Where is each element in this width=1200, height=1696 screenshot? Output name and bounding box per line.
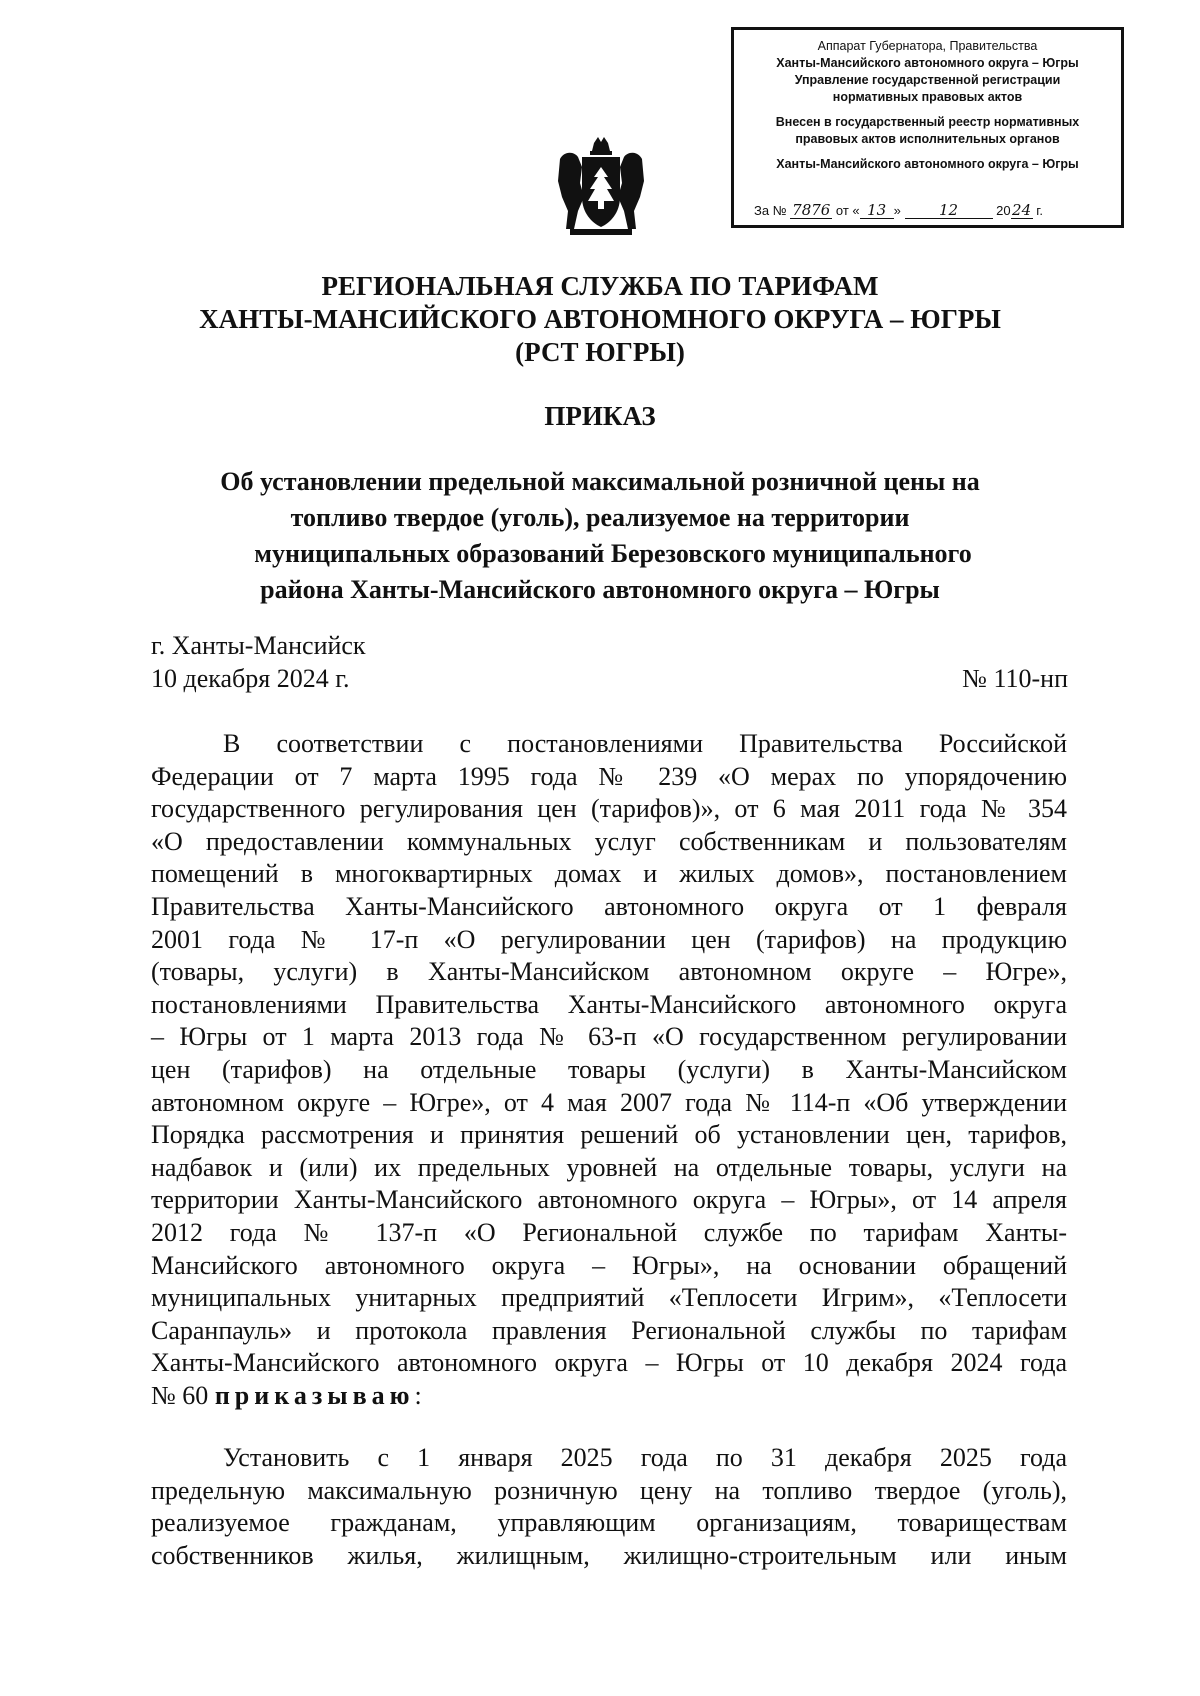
paragraph-line: «О предоставлении коммунальных услуг собственникам и пользователям bbox=[151, 826, 1067, 856]
organization-heading bbox=[0, 270, 1200, 369]
coat-of-arms-icon bbox=[554, 137, 648, 237]
stamp-line: Ханты-Мансийского автономного округа – Югры bbox=[776, 157, 1079, 171]
place: г. Ханты-Мансийск bbox=[151, 631, 366, 660]
paragraph-last-line bbox=[151, 1380, 1067, 1413]
place-date bbox=[151, 629, 366, 695]
heading-line: (РСТ ЮГРЫ) bbox=[515, 337, 685, 367]
paragraph-line: муниципальных унитарных предприятий «Теплосети Игрим», «Теплосети bbox=[151, 1283, 1067, 1313]
document-number: № 110-нп bbox=[962, 664, 1068, 693]
document-type: ПРИКАЗ bbox=[544, 401, 656, 431]
heading-line: РЕГИОНАЛЬНАЯ СЛУЖБА ПО ТАРИФАМ bbox=[321, 271, 879, 301]
stamp-line: Внесен в государственный реестр нормативных bbox=[775, 115, 1080, 129]
document-title bbox=[0, 464, 1200, 608]
stamp-line: правовых актов исполнительных органов bbox=[795, 132, 1060, 146]
paragraph-line: Федерации от 7 марта 1995 года № 239 «О мерах по упорядочению bbox=[151, 761, 1067, 791]
stamp-registration-line bbox=[754, 202, 1113, 219]
title-line: топливо твердое (уголь), реализуемое на территории bbox=[290, 503, 910, 532]
order-verb: приказываю bbox=[214, 1380, 415, 1410]
paragraph-line: государственного регулирования цен (тарифов)», от 6 мая 2011 года № 354 bbox=[151, 794, 1067, 824]
operative-paragraph bbox=[151, 1442, 1067, 1572]
stamp-reg-suffix: г. bbox=[1036, 203, 1043, 218]
order-number: № 60 bbox=[151, 1380, 215, 1410]
title-line: муниципальных образований Березовского муниципального bbox=[254, 539, 972, 568]
paragraph-line: помещений в многоквартирных домах и жилых домов», постановлением bbox=[151, 859, 1067, 889]
paragraph-line: В соответствии с постановлениями Правительства Российской bbox=[223, 729, 1067, 758]
paragraph-line: Саранпауль» и протокола правления Региональной службы по тарифам bbox=[151, 1315, 1067, 1345]
paragraph-line: Правительства Ханты-Мансийского автономного округа от 1 февраля bbox=[151, 891, 1067, 921]
paragraph-line: 2001 года № 17-п «О регулировании цен (тарифов) на продукцию bbox=[151, 924, 1067, 954]
paragraph-line: Ханты-Мансийского автономного округа – Югры от 10 декабря 2024 года bbox=[151, 1348, 1067, 1378]
paragraph-line: Мансийского автономного округа – Югры», на основании обращений bbox=[151, 1250, 1067, 1280]
stamp-reg-number: 7876 bbox=[792, 201, 831, 219]
stamp-reg-year-prefix: 20 bbox=[996, 203, 1011, 218]
paragraph-line: надбавок и (или) их предельных уровней на отдельные товары, услуги на bbox=[151, 1152, 1067, 1182]
title-line: Об установлении предельной максимальной розничной цены на bbox=[220, 467, 980, 496]
paragraph-line: собственников жилья, жилищным, жилищно-строительным или иным bbox=[151, 1540, 1067, 1570]
heading-line: ХАНТЫ-МАНСИЙСКОГО АВТОНОМНОГО ОКРУГА – ЮГРЫ bbox=[199, 304, 1001, 334]
stamp-line: Аппарат Губернатора, Правительства bbox=[817, 39, 1038, 53]
paragraph-line: реализуемое гражданам, управляющим организациям, товариществам bbox=[151, 1508, 1067, 1538]
paragraph-line: (товары, услуги) в Ханты-Мансийском автономном округе – Югре», bbox=[151, 957, 1067, 987]
order-colon: : bbox=[414, 1380, 422, 1410]
paragraph-line: цен (тарифов) на отдельные товары (услуги) в Ханты-Мансийском bbox=[151, 1054, 1067, 1084]
registration-stamp bbox=[731, 27, 1124, 228]
stamp-reg-year: 24 bbox=[1012, 201, 1032, 219]
paragraph-line: 2012 года № 137-п «О Региональной службе по тарифам Ханты- bbox=[151, 1217, 1067, 1247]
preamble-paragraph bbox=[151, 728, 1067, 1412]
paragraph-line: автономном округе – Югре», от 4 мая 2007 года № 114-п «Об утверждении bbox=[151, 1087, 1067, 1117]
stamp-line: Управление государственной регистрации bbox=[794, 73, 1061, 87]
stamp-reg-month: 12 bbox=[905, 202, 993, 219]
title-line: района Ханты-Мансийского автономного округа – Югры bbox=[260, 575, 940, 604]
stamp-line: Ханты-Мансийского автономного округа – Югры bbox=[776, 56, 1079, 70]
paragraph-line: предельную максимальную розничную цену на топливо твердое (уголь), bbox=[151, 1475, 1067, 1505]
stamp-line: нормативных правовых актов bbox=[832, 90, 1023, 104]
stamp-reg-from: от « bbox=[835, 203, 860, 218]
paragraph-line: территории Ханты-Мансийского автономного округа – Югры», от 14 апреля bbox=[151, 1185, 1067, 1215]
date: 10 декабря 2024 г. bbox=[151, 664, 350, 693]
stamp-reg-mid: » bbox=[893, 203, 901, 218]
paragraph-line: Порядка рассмотрения и принятия решений об установлении цен, тарифов, bbox=[151, 1120, 1067, 1150]
stamp-reg-day: 13 bbox=[860, 202, 894, 219]
paragraph-line: – Югры от 1 марта 2013 года № 63-п «О государственном регулировании bbox=[151, 1022, 1067, 1052]
stamp-reg-prefix: За № bbox=[754, 203, 787, 218]
paragraph-line: постановлениями Правительства Ханты-Мансийского автономного округа bbox=[151, 989, 1067, 1019]
paragraph-line: Установить с 1 января 2025 года по 31 декабря 2025 года bbox=[223, 1443, 1067, 1472]
